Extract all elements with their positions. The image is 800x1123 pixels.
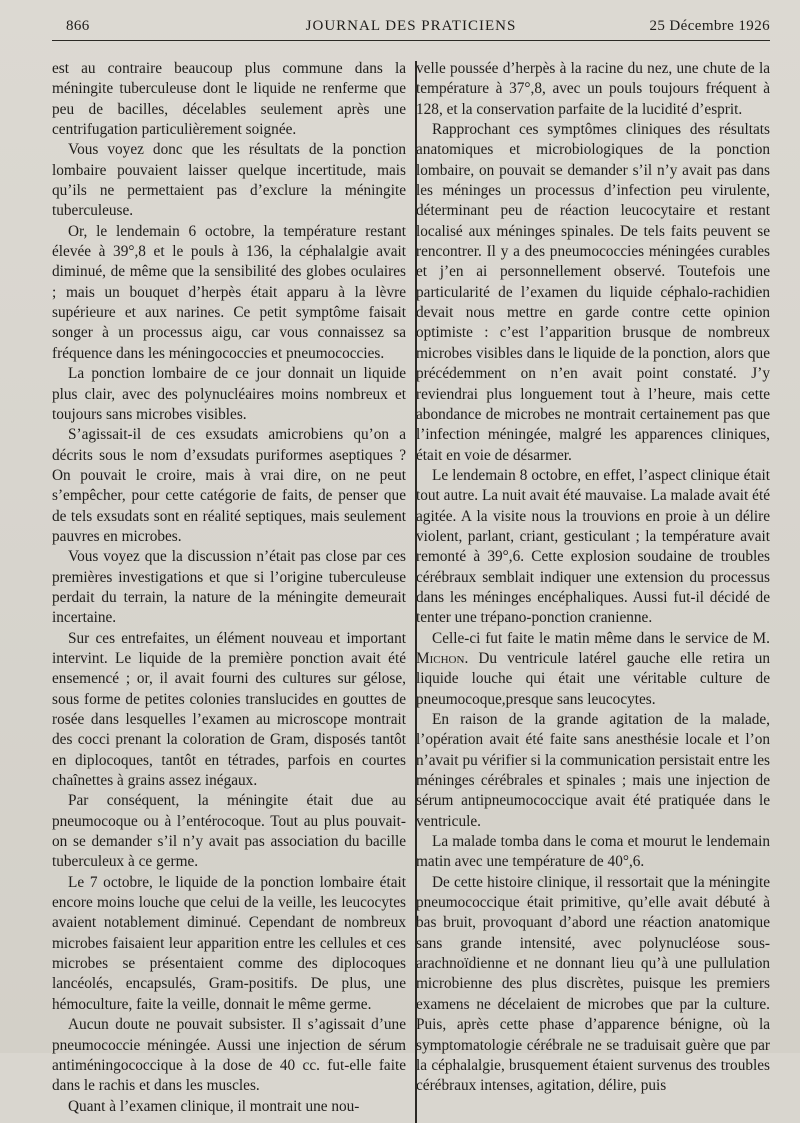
paragraph: Rapprochant ces symptômes cliniques des résultats anatomiques et microbiologiques de la ponction lombaire, on pouvait se demander s’il n’y avait pas dans les méninges un processus d’infection peu virulente, déterminant peu de réaction leucocytaire et restant localisé aux méninges spinales. De tels faits peuvent se rencontrer. Il y a des pneumococcies méningées curables et j’en ai personnellement observé. Toutefois une particularité de l’examen du liquide céphalo-rachidien devait nous mettre en garde contre cette opinion optimiste : c’est l’apparition brusque de nombreux microbes visibles dans le liquide de la ponction, alors que précédemment on n’en avait point constaté. J’y reviendrai plus longuement tout à l’heure, mais cette abondance de microbes ne montrait certainement pas que l’infection méningée, malgré les apparences cliniques, était en voie de désarmer. xyxy=(416,121,770,464)
paragraph: Le lendemain 8 octobre, en effet, l’aspect clinique était tout autre. La nuit avait été mauvaise. La malade avait été agitée. A la visite nous la trouvions en proie à un délire violent, parlant, criant, gesticulant ; la température avait remonté à 39°,6. Cette explosion soudaine de troubles cérébraux semblait indiquer une extension du processus dans les méninges encéphaliques. Aussi fut-il décidé de tenter une trépano-ponction cranienne. xyxy=(416,466,770,627)
surgeon-name: Michon xyxy=(416,649,465,667)
page-number: 866 xyxy=(66,18,90,34)
journal-title: JOURNAL DES PRATICIENS xyxy=(305,18,517,34)
issue-date: 25 Décembre 1926 xyxy=(649,18,770,34)
right-column xyxy=(416,59,770,1117)
paragraph: Aucun doute ne pouvait subsister. Il s’agissait d’une pneumococcie méningée. Aussi une injection de sérum antiméningococcique à la dose de 40 cc. fut-elle faite dans le rachis et dans les muscles. xyxy=(52,1016,406,1095)
text-columns xyxy=(52,59,770,1117)
left-column xyxy=(52,59,406,1117)
paragraph: Par conséquent, la méningite était due au pneumocoque ou à l’entérocoque. Tout au plus pouvait-on se demander s’il n’y avait pas association du bacille tuberculeux à ce germe. xyxy=(52,792,406,871)
paragraph: Vous voyez donc que les résultats de la ponction lombaire pouvaient laisser quelque incertitude, mais qu’ils ne permettaient pas d’exclure la méningite tuberculeuse. xyxy=(52,141,406,220)
page-header xyxy=(52,18,770,41)
paragraph-text: . Du ventricule latérel gauche elle retira un liquide louche qui était une véritable culture de pneumocoque,presque sans leucocytes. xyxy=(416,649,770,708)
paragraph-text: Celle-ci fut faite le matin même dans le service de M. xyxy=(432,629,770,647)
paragraph: Quant à l’examen clinique, il montrait une nou- xyxy=(68,1097,360,1115)
paragraph: De cette histoire clinique, il ressortait que la méningite pneumococcique était primitive, qu’elle avait débuté à bas bruit, provoquant d’abord une réaction anatomique sans grande intensité, avec polynucléose sous-arachnoïdienne et ne donnant lieu qu’à une pullulation microbienne des plus discrètes, puisque les premiers examens ne décelaient de microbes que par la culture. Puis, après cette phase d’apparence bénigne, où la symptomatologie cérébrale ne se traduisait guère que par la céphalalgie, brusquement étaient survenus des troubles cérébraux intenses, agitation, délire, puis xyxy=(416,873,770,1095)
column-divider xyxy=(415,61,417,1123)
paragraph: En raison de la grande agitation de la malade, l’opération avait été faite sans anesthésie locale et l’on n’avait pu vérifier si la communication persistait entre les méninges cérébrales et spinales ; mais une injection de sérum antipneumococcique avait été pratiquée dans le ventricule. xyxy=(416,711,770,830)
paragraph: Sur ces entrefaites, un élément nouveau et important intervint. Le liquide de la première ponction avait été ensemencé ; or, il avait fourni des cultures sur gélose, sous forme de petites colonies translucides en gouttes de rosée dans lesquelles l’examen au microscope montrait des cocci prenant la coloration de Gram, disposés tantôt en diplocoques, tantôt en tétrades, parfois en courtes chaînettes à grains assez inégaux. xyxy=(52,629,406,790)
paragraph: S’agissait-il de ces exsudats amicrobiens qu’on a décrits sous le nom d’exsudats puriformes aseptiques ? On pouvait le croire, mais à vrai dire, on ne peut s’empêcher, pour cette catégorie de faits, de penser que de tels exsudats sont en réalité septiques, mais seulement pauvres en microbes. xyxy=(52,426,406,545)
paragraph: Vous voyez que la discussion n’était pas close par ces premières investigations et que si l’origine tuberculeuse perdait du terrain, la nature de la méningite demeurait incertaine. xyxy=(52,548,406,627)
paragraph: est au contraire beaucoup plus commune dans la méningite tuberculeuse dont le liquide ne renferme que peu de bacilles, décelables seulement après une centrifugation particulièrement soignée. xyxy=(52,60,406,139)
paragraph: Le 7 octobre, le liquide de la ponction lombaire était encore moins louche que celui de la veille, les leucocytes avaient notablement diminué. Cependant de nombreux microbes faisaient leur apparition entre les cellules et ces microbes se présentaient comme des diplocoques lancéolés, encapsulés, Gram-positifs. De plus, une hémoculture, faite la veille, donnait le même germe. xyxy=(52,873,406,1013)
paragraph xyxy=(416,629,770,710)
paragraph: La malade tomba dans le coma et mourut le lendemain matin avec une température de 40°,6. xyxy=(416,833,770,871)
paragraph: La ponction lombaire de ce jour donnait un liquide plus clair, avec des polynucléaires moins nombreux et toujours sans microbes visibles. xyxy=(52,365,406,423)
paragraph: Or, le lendemain 6 octobre, la température restant élevée à 39°,8 et le pouls à 136, la céphalalgie avait diminué, de même que la sensibilité des globes oculaires ; mais un bouquet d’herpès était apparu à la lèvre supérieure et aux narines. Ce petit symptôme faisait songer à un processus aigu, car vous connaissez sa fréquence dans les méningococcies et pneumococcies. xyxy=(52,222,406,362)
paragraph: velle poussée d’herpès à la racine du nez, une chute de la température à 37°,8, avec un pouls toujours fréquent à 128, et la conservation parfaite de la lucidité d’esprit. xyxy=(416,60,770,118)
